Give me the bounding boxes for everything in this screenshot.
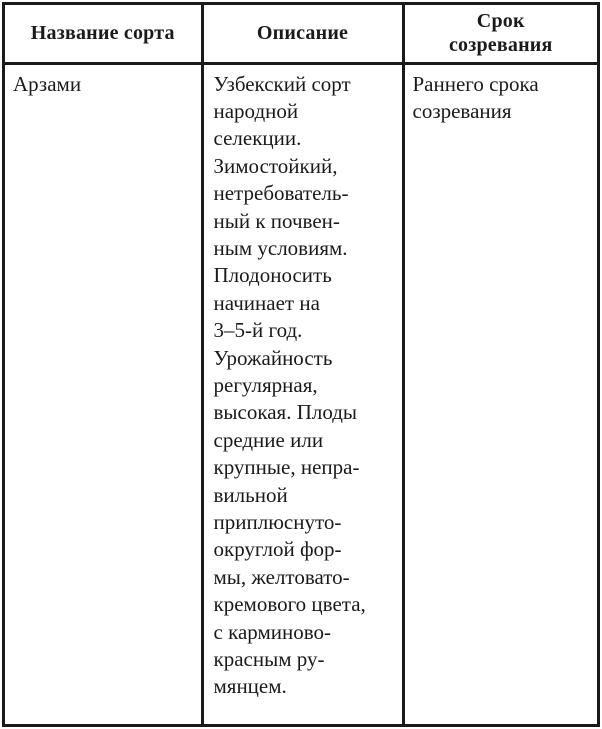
description-line: крупные, непра-: [213, 455, 360, 480]
description-line: с карминово-: [213, 619, 331, 644]
header-description-label: Описание: [256, 22, 349, 45]
description-line: ный к почвен-: [213, 208, 340, 233]
cell-ripening-term: [403, 63, 597, 724]
description-line: высокая. Плоды: [213, 400, 358, 425]
description-line: красным ру-: [213, 647, 325, 672]
header-ripening-term-line: созревания: [448, 34, 553, 57]
description-line: регулярная,: [213, 372, 318, 397]
table-row: [5, 63, 597, 724]
description-line: нетребователь-: [213, 181, 349, 206]
description-line: Урожайность: [213, 345, 333, 370]
variety-table-grid: [5, 5, 597, 724]
description-line: округлой фор-: [213, 537, 342, 562]
description-line: кремового цвета,: [213, 592, 366, 617]
description-line: народной: [213, 98, 299, 123]
ripening-term-line: Раннего срока: [412, 71, 539, 96]
header-ripening-term: [403, 5, 597, 63]
description-line: приплюснуто-: [213, 510, 342, 534]
description-line: ным условиям.: [213, 235, 348, 260]
description-line: средние или: [213, 427, 324, 452]
table-header-row: [5, 5, 597, 63]
variety-name-text: Арзами: [13, 71, 82, 96]
description-line: мы, желтовато-: [213, 564, 350, 589]
description-line: Узбекский сорт: [213, 71, 351, 96]
description-line: Зимостойкий,: [213, 153, 338, 178]
header-variety-name: [5, 5, 202, 63]
ripening-term-line: созревания: [412, 98, 512, 123]
variety-table: [2, 2, 600, 727]
cell-variety-name: [5, 63, 202, 724]
description-line: мянцем.: [213, 674, 287, 699]
description-line: селекции.: [213, 126, 302, 151]
description-line: 3–5-й год.: [213, 318, 303, 343]
header-variety-name-label: Название сорта: [30, 22, 175, 45]
description-line: Плодоносить: [213, 263, 332, 288]
header-ripening-term-line: Срок: [476, 10, 525, 33]
cell-description: [202, 63, 403, 724]
header-description: [202, 5, 403, 63]
description-line: вильной: [213, 482, 288, 507]
description-line: начинает на: [213, 290, 320, 315]
